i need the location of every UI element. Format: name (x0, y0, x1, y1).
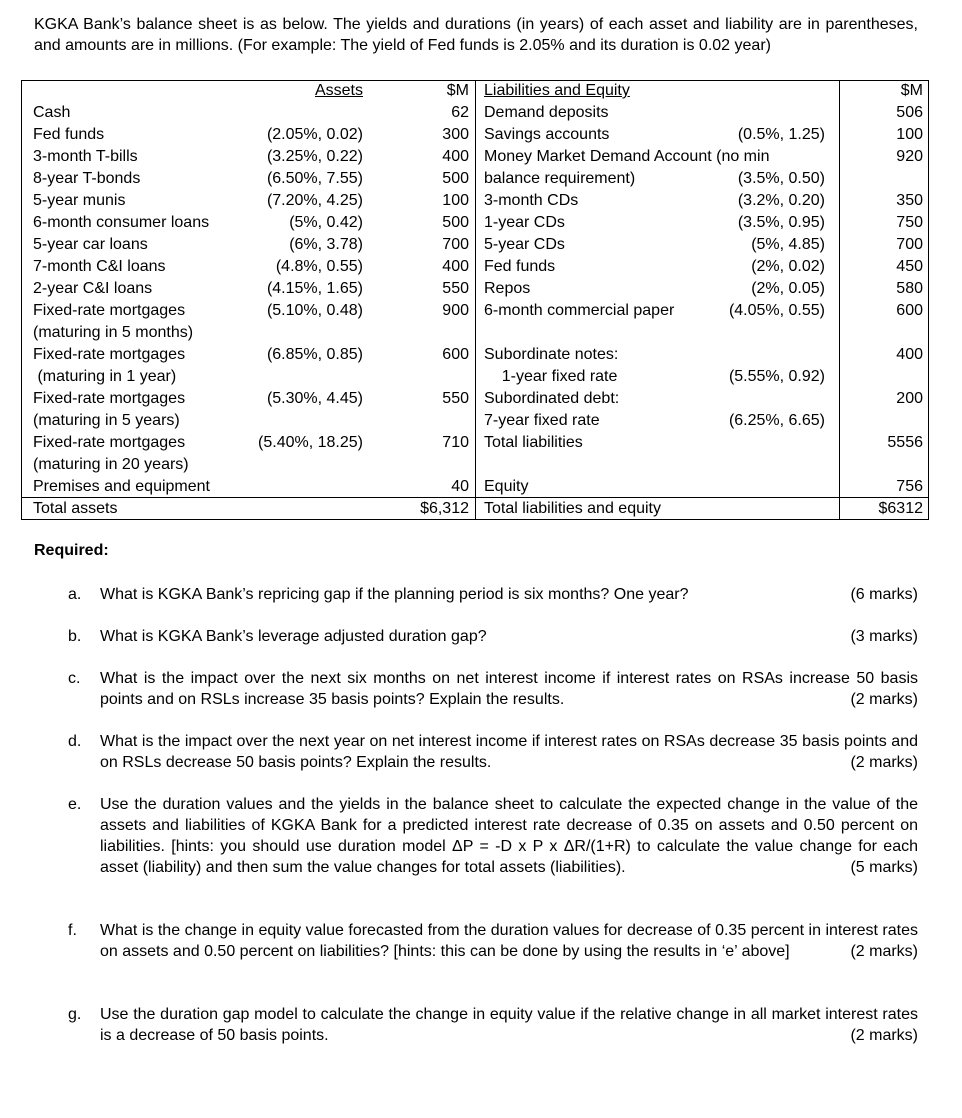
question-item (62, 920, 918, 962)
liability-amount: 700 (896, 236, 923, 253)
table-row (21, 498, 929, 520)
question-body (100, 794, 918, 878)
liability-yield-duration: (2%, 0.05) (751, 280, 825, 297)
liability-yield-duration: (2%, 0.02) (751, 258, 825, 275)
asset-yield-duration: (2.05%, 0.02) (266, 126, 363, 143)
question-marks: (3 marks) (850, 628, 918, 645)
table-row (21, 388, 929, 410)
liability-amount: 400 (896, 346, 923, 363)
question-label: d. (68, 733, 82, 750)
liability-amount: 450 (896, 258, 923, 275)
required-heading: Required: (34, 542, 109, 559)
liability-name: 6-month commercial paper (484, 302, 675, 319)
question-text: What is the impact over the next six months on net interest income if interest rates on RSAs increase 50 basis points and on RSLs increase 35 basis points? Explain the results. (100, 670, 918, 708)
asset-yield-duration: (6%, 3.78) (289, 236, 363, 253)
liability-amount: $6312 (878, 500, 923, 517)
liability-name: 3-month CDs (484, 192, 579, 209)
table-row (21, 454, 929, 476)
question-marks: (2 marks) (850, 691, 918, 708)
asset-name: Fed funds (33, 126, 105, 143)
liability-name: Total liabilities and equity (484, 500, 661, 517)
question-body (100, 920, 918, 962)
liability-yield-duration: (3.5%, 0.50) (737, 170, 825, 187)
question-item (62, 731, 918, 773)
asset-name: (maturing in 5 months) (33, 324, 194, 341)
asset-amount: 62 (451, 104, 469, 121)
asset-yield-duration: (6.85%, 0.85) (266, 346, 363, 363)
asset-amount: 400 (442, 258, 469, 275)
asset-name: (maturing in 20 years) (33, 456, 189, 473)
question-label: c. (68, 670, 81, 687)
question-marks: (5 marks) (850, 859, 918, 876)
asset-name: 6-month consumer loans (33, 214, 210, 231)
liability-name: 7-year fixed rate (484, 412, 600, 429)
table-row (21, 322, 929, 344)
liability-amount: 5556 (887, 434, 923, 451)
asset-name: Fixed-rate mortgages (33, 390, 186, 407)
table-row (21, 190, 929, 212)
table-row (21, 278, 929, 300)
liability-name: Total liabilities (484, 434, 583, 451)
asset-amount: 40 (451, 478, 469, 495)
asset-amount: 500 (442, 214, 469, 231)
asset-name: 5-year car loans (33, 236, 148, 253)
table-row (21, 212, 929, 234)
question-marks: (2 marks) (850, 1027, 918, 1044)
question-label: g. (68, 1006, 82, 1023)
liability-yield-duration: (5.55%, 0.92) (728, 368, 825, 385)
asset-name: Premises and equipment (33, 478, 210, 495)
liability-name: Equity (484, 478, 529, 495)
liability-name: balance requirement) (484, 170, 636, 187)
header-asset-amount: $M (446, 82, 469, 99)
question-body (100, 731, 918, 773)
table-row (21, 432, 929, 454)
liability-name: Subordinate notes: (484, 346, 619, 363)
question-text: What is KGKA Bank’s repricing gap if the planning period is six months? One year? (100, 586, 689, 603)
liability-name: Fed funds (484, 258, 556, 275)
asset-name: (maturing in 5 years) (33, 412, 180, 429)
asset-yield-duration: (4.15%, 1.65) (266, 280, 363, 297)
table-row (21, 124, 929, 146)
liability-yield-duration: (3.2%, 0.20) (737, 192, 825, 209)
asset-amount: 550 (442, 280, 469, 297)
liability-name: Money Market Demand Account (no min (484, 148, 770, 165)
asset-yield-duration: (5.40%, 18.25) (258, 434, 363, 451)
asset-yield-duration: (5%, 0.42) (289, 214, 363, 231)
question-text: What is the change in equity value forecasted from the duration values for decrease of 0.35 percent in interest rates on assets and 0.50 percent on liabilities? [hints: this can be done by using the results in ‘e’ above] (100, 922, 918, 960)
table-row (21, 234, 929, 256)
question-body (100, 1004, 918, 1046)
question-text: Use the duration gap model to calculate the change in equity value if the relative change in all market interest rates is a decrease of 50 basis points. (100, 1006, 918, 1044)
asset-amount: 300 (442, 126, 469, 143)
liability-amount: 506 (896, 104, 923, 121)
question-body (100, 584, 918, 605)
question-label: e. (68, 796, 82, 813)
asset-name: 3-month T-bills (33, 148, 138, 165)
question-item (62, 668, 918, 710)
asset-name: Total assets (33, 500, 118, 517)
question-text: What is the impact over the next year on net interest income if interest rates on RSAs decrease 35 basis points and on RSLs decrease 50 basis points? Explain the results. (100, 733, 918, 771)
asset-amount: 550 (442, 390, 469, 407)
liability-name: 5-year CDs (484, 236, 565, 253)
asset-yield-duration: (7.20%, 4.25) (266, 192, 363, 209)
question-label: a. (68, 586, 82, 603)
liability-name: Repos (484, 280, 531, 297)
question-item (62, 1004, 918, 1046)
asset-name: Fixed-rate mortgages (33, 302, 186, 319)
question-body (100, 626, 918, 647)
question-item (62, 584, 918, 605)
balance-sheet-table (21, 80, 929, 520)
liability-yield-duration: (4.05%, 0.55) (728, 302, 825, 319)
table-row (21, 344, 929, 366)
asset-name: 7-month C&I loans (33, 258, 166, 275)
liability-yield-duration: (5%, 4.85) (751, 236, 825, 253)
question-text: What is KGKA Bank’s leverage adjusted duration gap? (100, 628, 487, 645)
liability-name: Demand deposits (484, 104, 609, 121)
table-header-row (21, 80, 929, 102)
question-item (62, 626, 918, 647)
asset-name: (maturing in 1 year) (33, 368, 177, 385)
asset-name: Fixed-rate mortgages (33, 434, 186, 451)
liability-name: Savings accounts (484, 126, 610, 143)
header-liability-amount: $M (900, 82, 923, 99)
asset-yield-duration: (3.25%, 0.22) (266, 148, 363, 165)
table-row (21, 366, 929, 388)
liability-yield-duration: (3.5%, 0.95) (737, 214, 825, 231)
liability-name: 1-year fixed rate (484, 368, 618, 385)
asset-amount: 100 (442, 192, 469, 209)
table-row (21, 300, 929, 322)
asset-amount: $6,312 (420, 500, 469, 517)
asset-name: Fixed-rate mortgages (33, 346, 186, 363)
asset-yield-duration: (4.8%, 0.55) (275, 258, 363, 275)
asset-name: 5-year munis (33, 192, 126, 209)
asset-amount: 710 (442, 434, 469, 451)
asset-amount: 600 (442, 346, 469, 363)
header-liabilities-equity: Liabilities and Equity (484, 82, 630, 99)
table-row (21, 410, 929, 432)
liability-name: 1-year CDs (484, 214, 565, 231)
asset-name: 8-year T-bonds (33, 170, 141, 187)
asset-name: Cash (33, 104, 71, 121)
asset-yield-duration: (5.30%, 4.45) (266, 390, 363, 407)
question-label: b. (68, 628, 82, 645)
question-marks: (2 marks) (850, 943, 918, 960)
header-assets: Assets (314, 82, 363, 99)
question-marks: (2 marks) (850, 754, 918, 771)
asset-amount: 700 (442, 236, 469, 253)
liability-amount: 100 (896, 126, 923, 143)
asset-yield-duration: (5.10%, 0.48) (266, 302, 363, 319)
asset-yield-duration: (6.50%, 7.55) (266, 170, 363, 187)
asset-amount: 400 (442, 148, 469, 165)
liability-amount: 920 (896, 148, 923, 165)
table-row (21, 476, 929, 498)
asset-name: 2-year C&I loans (33, 280, 153, 297)
question-text: Use the duration values and the yields in the balance sheet to calculate the expected change in the value of the assets and liabilities of KGKA Bank for a predicted interest rate decrease of 0.35 on assets and 0.50 percent on liabilities. [hints: you should use duration model ΔP = -D x P x ΔR/(1+R) to calculate the value change for each asset (liability) and then sum the value changes for total assets (liabilities). (100, 796, 918, 876)
table-row (21, 102, 929, 124)
intro-paragraph: KGKA Bank’s balance sheet is as below. The yields and durations (in years) of each asset and liability are in parentheses, and amounts are in millions. (For example: The yield of Fed funds is 2.05% and its duration is 0.02 year) (34, 16, 918, 54)
asset-amount: 900 (442, 302, 469, 319)
liability-amount: 756 (896, 478, 923, 495)
liability-name: Subordinated debt: (484, 390, 620, 407)
question-item (62, 794, 918, 878)
liability-yield-duration: (0.5%, 1.25) (737, 126, 825, 143)
question-marks: (6 marks) (850, 586, 918, 603)
table-row (21, 256, 929, 278)
table-row (21, 146, 929, 168)
table-row (21, 168, 929, 190)
liability-amount: 600 (896, 302, 923, 319)
liability-yield-duration: (6.25%, 6.65) (728, 412, 825, 429)
liability-amount: 580 (896, 280, 923, 297)
question-label: f. (68, 922, 77, 939)
liability-amount: 750 (896, 214, 923, 231)
asset-amount: 500 (442, 170, 469, 187)
liability-amount: 200 (896, 390, 923, 407)
liability-amount: 350 (896, 192, 923, 209)
question-body (100, 668, 918, 710)
